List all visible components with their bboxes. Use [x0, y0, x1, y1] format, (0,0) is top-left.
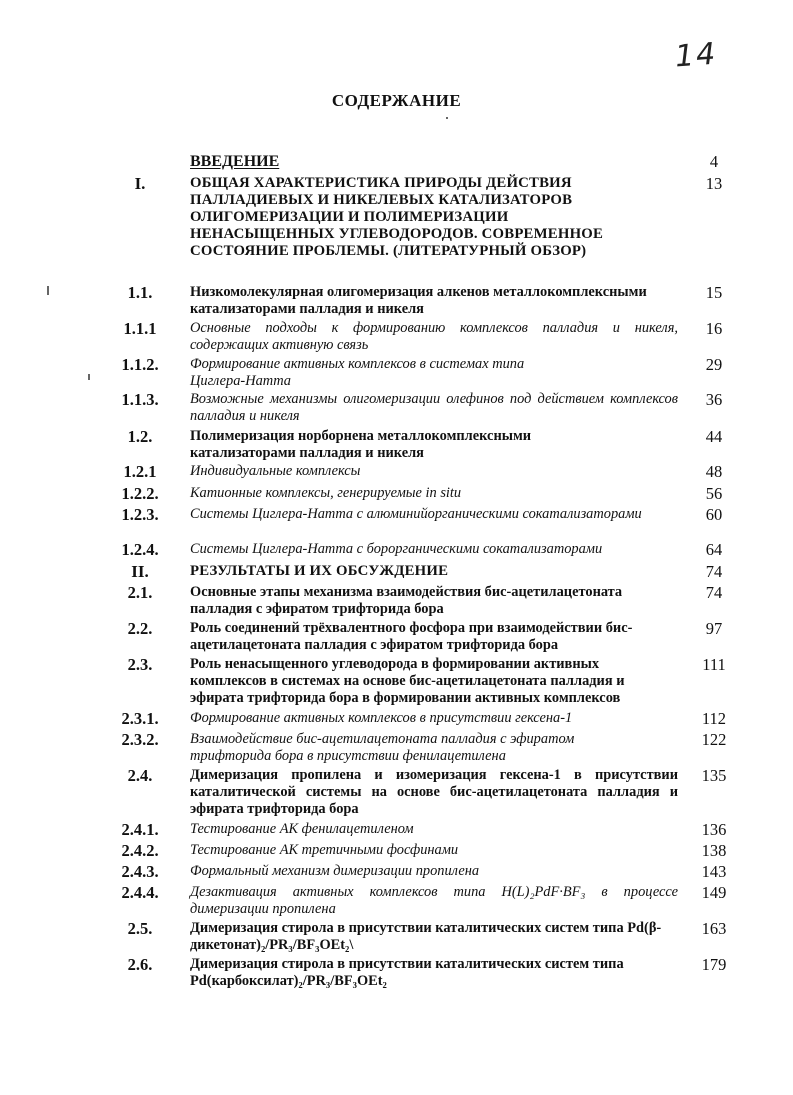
toc-entry-page: 4	[709, 152, 719, 171]
toc-entry-number: 1.1.2.	[121, 355, 159, 374]
toc-entry-page: 74	[705, 583, 723, 602]
toc-entry-title: Системы Циглера-Натта с борорганическими сокатализаторами	[190, 541, 603, 557]
toc-entry-page: 149	[701, 883, 727, 902]
toc-entry-title: Дезактивация активных комплексов типа H(L)₂PdF·BF₃ в процессе димеризации пропилена	[190, 884, 678, 917]
toc-entry-number: 1.2.3.	[121, 505, 159, 524]
toc-entry-title: Димеризация стирола в присутствии каталитических систем типа Pd(карбоксилат)₂/PR₃/BF₃OEt₂	[190, 956, 624, 989]
toc-entry-page: 48	[705, 462, 723, 481]
toc-entry-title: ВВЕДЕНИЕ	[190, 153, 280, 170]
toc-entry-page: 44	[705, 427, 723, 446]
scan-speck	[88, 374, 90, 380]
toc-entry-number: 2.4.1.	[121, 820, 159, 839]
toc-entry-title: Катионные комплексы, генерируемые in situ	[190, 485, 462, 501]
toc-entry-number: 2.3.1.	[121, 709, 159, 728]
toc-entry-number: 2.2.	[127, 619, 153, 638]
toc-entry-number: 2.1.	[127, 583, 153, 602]
toc-entry-title: Димеризация пропилена и изомеризация гексена-1 в присутствии каталитической системы на основе бис-ацетилацетоната палладия и эфирата трифторида бора	[190, 767, 678, 817]
toc-entry-number: 2.3.2.	[121, 730, 159, 749]
toc-entry-title: Формирование активных комплексов в присутствии гексена-1	[190, 710, 573, 726]
scan-speck	[446, 117, 448, 119]
toc-entry-page: 64	[705, 540, 723, 559]
toc-entry-page: 36	[705, 390, 723, 409]
toc-entry-title: Возможные механизмы олигомеризации олефинов под действием комплексов палладия и никеля	[190, 391, 678, 424]
toc-entry-page: 97	[705, 619, 723, 638]
toc-entry-page: 111	[702, 655, 726, 674]
toc-entry-number: 1.1.1	[123, 319, 157, 338]
toc-entry-page: 15	[705, 283, 723, 302]
toc-entry-number: 1.1.	[127, 283, 153, 302]
toc-entry-number: II.	[131, 562, 149, 581]
toc-entry-title: ОБЩАЯ ХАРАКТЕРИСТИКА ПРИРОДЫ ДЕЙСТВИЯ ПАЛЛАДИЕВЫХ И НИКЕЛЕВЫХ КАТАЛИЗАТОРОВ ОЛИГОМЕРИЗАЦИИ И ПОЛИМЕРИЗАЦИИ НЕНАСЫЩЕННЫХ УГЛЕВОДОРОДОВ. СОВРЕМЕННОЕ СОСТОЯНИЕ ПРОБЛЕМЫ. (ЛИТЕРАТУРНЫЙ ОБЗОР)	[190, 175, 604, 259]
toc-entry-number: 1.2.2.	[121, 484, 159, 503]
toc-entry-page: 56	[705, 484, 723, 503]
toc-entry-page: 16	[705, 319, 723, 338]
toc-entry-title: Формальный механизм димеризации пропилена	[190, 863, 480, 879]
toc-entry-number: 2.4.2.	[121, 841, 159, 860]
toc-entry-number: 2.4.3.	[121, 862, 159, 881]
toc-entry-page: 135	[701, 766, 727, 785]
toc-entry-page: 122	[701, 730, 727, 749]
toc-entry-title: Роль соединений трёхвалентного фосфора при взаимодействии бис-ацетилацетоната палладия с эфиратом трифторида бора	[190, 620, 633, 653]
toc-entry-title: Тестирование АК фенилацетиленом	[190, 821, 414, 837]
toc-entry-page: 179	[701, 955, 727, 974]
toc-entry-page: 136	[701, 820, 727, 839]
toc-entry-page: 60	[705, 505, 723, 524]
toc-entry-title: Взаимодействие бис-ацетилацетоната палладия с эфиратом трифторида бора в присутствии фенилацетилена	[190, 731, 575, 764]
toc-entry-title: Низкомолекулярная олигомеризация алкенов металлокомплексными катализаторами палладия и никеля	[190, 284, 647, 317]
page-title: СОДЕРЖАНИЕ	[331, 91, 462, 110]
toc-entry-page: 138	[701, 841, 727, 860]
toc-entry-number: 1.2.1	[123, 462, 157, 481]
toc-entry-title: Полимеризация норборнена металлокомплексными катализаторами палладия и никеля	[190, 428, 532, 461]
toc-entry-title: Роль ненасыщенного углеводорода в формировании активных комплексов в системах на основе бис-ацетилацетоната палладия и эфирата трифторида бора в формировании активных комплексов	[190, 656, 625, 706]
handwritten-page-number: 14	[673, 36, 719, 75]
toc-entry-page: 29	[705, 355, 723, 374]
toc-entry-title: Основные подходы к формированию комплексов палладия и никеля, содержащих активную связь	[190, 320, 678, 353]
toc-entry-number: 1.1.3.	[121, 390, 159, 409]
toc-entry-page: 112	[701, 709, 727, 728]
toc-entry-title: Формирование активных комплексов в системах типа Циглера-Натта	[190, 356, 525, 389]
toc-entry-title: Тестирование АК третичными фосфинами	[190, 842, 459, 858]
toc-entry-number: 2.4.4.	[121, 883, 159, 902]
toc-entry-number: 1.2.4.	[121, 540, 159, 559]
toc-entry-title: Основные этапы механизма взаимодействия бис-ацетилацетоната палладия с эфиратом трифторида бора	[190, 584, 623, 617]
toc-entry-title: РЕЗУЛЬТАТЫ И ИХ ОБСУЖДЕНИЕ	[190, 563, 449, 579]
scan-speck	[47, 286, 49, 295]
toc-entry-title: Димеризация стирола в присутствии каталитических систем типа Pd(β-дикетонат)₂/PR₃/BF₃OEt₂\	[190, 920, 662, 953]
toc-entry-number: 2.5.	[127, 919, 153, 938]
toc-entry-title: Системы Циглера-Натта с алюминийорганическими сокатализаторами	[190, 506, 642, 522]
toc-entry-number: 2.6.	[127, 955, 153, 974]
toc-entry-title: Индивидуальные комплексы	[190, 463, 361, 479]
toc-entry-number: 1.2.	[127, 427, 153, 446]
toc-entry-page: 163	[701, 919, 727, 938]
toc-entry-number: 2.3.	[127, 655, 153, 674]
toc-entry-number: I.	[134, 174, 146, 193]
toc-entry-number: 2.4.	[127, 766, 153, 785]
toc-entry-page: 74	[705, 562, 723, 581]
toc-entry-page: 13	[705, 174, 723, 193]
toc-entry-page: 143	[701, 862, 727, 881]
